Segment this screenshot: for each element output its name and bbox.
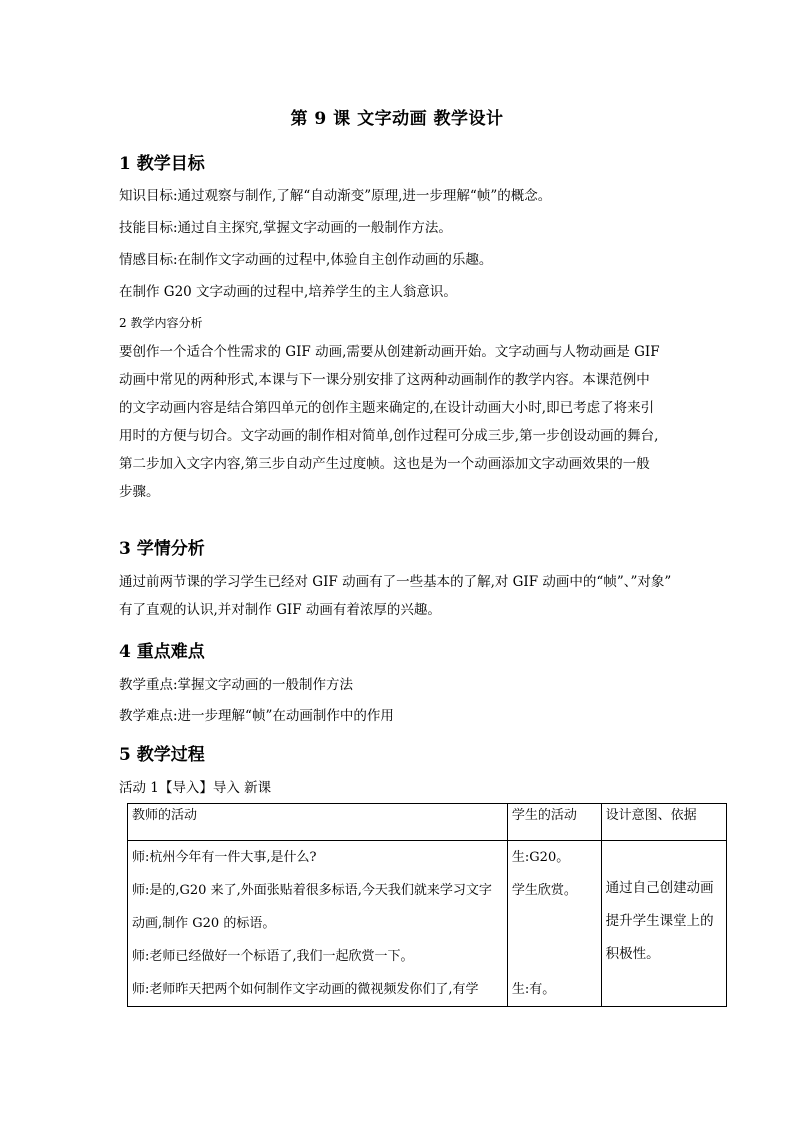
s1-line-4: 在制作 G20 文字动画的过程中,培养学生的主人翁意识。	[119, 284, 457, 300]
activity-label: 活动 1【导入】导入 新课	[119, 780, 272, 796]
design-intent-cell	[601, 841, 726, 1007]
header-teacher: 教师的活动	[128, 804, 508, 841]
section-2-heading: 2 教学内容分析	[119, 316, 203, 330]
section-3-paragraph	[119, 568, 689, 624]
header-intent: 设计意图、依据	[601, 804, 726, 841]
student-line	[512, 907, 601, 940]
student-line: 生:有。	[511, 982, 556, 997]
s1-line-1: 知识目标:通过观察与制作,了解“自动渐变”原理,进一步理解“帧”的概念。	[119, 188, 552, 204]
section-1-heading: 1 教学目标	[119, 154, 205, 174]
intent-line: 提升学生课堂上的	[605, 913, 714, 929]
teaching-process-table	[127, 803, 727, 1007]
teacher-line: 师:老师昨天把两个如何制作文字动画的微视频发你们了,有学	[132, 982, 479, 997]
s4-line-1: 教学重点:掌握文字动画的一般制作方法	[119, 677, 354, 693]
table-header-row	[128, 804, 727, 841]
teacher-line: 师:是的,G20 来了,外面张贴着很多标语,今天我们就来学习文字	[132, 883, 492, 898]
s1-line-2: 技能目标:通过自主探究,掌握文字动画的一般制作方法。	[119, 220, 452, 236]
table-row	[128, 841, 727, 1007]
s3-line: 有了直观的认识,并对制作 GIF 动画有着浓厚的兴趣。	[119, 602, 441, 618]
s3-line: 通过前两节课的学习学生已经对 GIF 动画有了一些基本的了解,对 GIF 动画中的“帧”、”对象”	[119, 574, 672, 590]
student-line: 生:G20。	[511, 850, 570, 865]
s2-line: 的文字动画内容是结合第四单元的创作主题来确定的,在设计动画大小时,即已考虑了将来引	[119, 400, 655, 416]
section-5-heading: 5 教学过程	[119, 745, 205, 765]
intent-line: 积极性。	[605, 946, 660, 962]
header-student: 学生的活动	[507, 804, 601, 841]
s4-line-2: 教学难点:进一步理解“帧”在动画制作中的作用	[119, 708, 394, 724]
teacher-line: 师:杭州今年有一件大事,是什么?	[132, 850, 317, 865]
document-title: 第 9 课 文字动画 教学设计	[290, 109, 504, 129]
section-4-heading: 4 重点难点	[119, 642, 205, 662]
section-3-heading: 3 学情分析	[119, 539, 205, 559]
s2-line: 要创作一个适合个性需求的 GIF 动画,需要从创建新动画开始。文字动画与人物动画是 GIF	[119, 344, 660, 360]
teacher-activity-cell	[128, 841, 508, 1007]
s2-line: 动画中常见的两种形式,本课与下一课分别安排了这两种动画制作的教学内容。本课范例中	[119, 372, 650, 388]
s2-line: 步骤。	[119, 484, 160, 500]
intent-line: 通过自己创建动画	[605, 880, 714, 896]
teacher-line: 师:老师已经做好一个标语了,我们一起欣赏一下。	[132, 949, 414, 964]
student-line	[512, 940, 601, 973]
section-2-paragraph	[119, 338, 689, 506]
s2-line: 第二步加入文字内容,第三步自动产生过度帧。这也是为一个动画添加文字动画效果的一般	[119, 456, 650, 472]
s1-line-3: 情感目标:在制作文字动画的过程中,体验自主创作动画的乐趣。	[119, 252, 493, 268]
s2-line: 用时的方便与切合。文字动画的制作相对简单,创作过程可分成三步,第一步创设动画的舞台,	[119, 428, 659, 444]
student-line: 学生欣赏。	[511, 883, 577, 898]
teacher-line: 动画,制作 G20 的标语。	[132, 916, 276, 931]
student-activity-cell	[507, 841, 601, 1007]
